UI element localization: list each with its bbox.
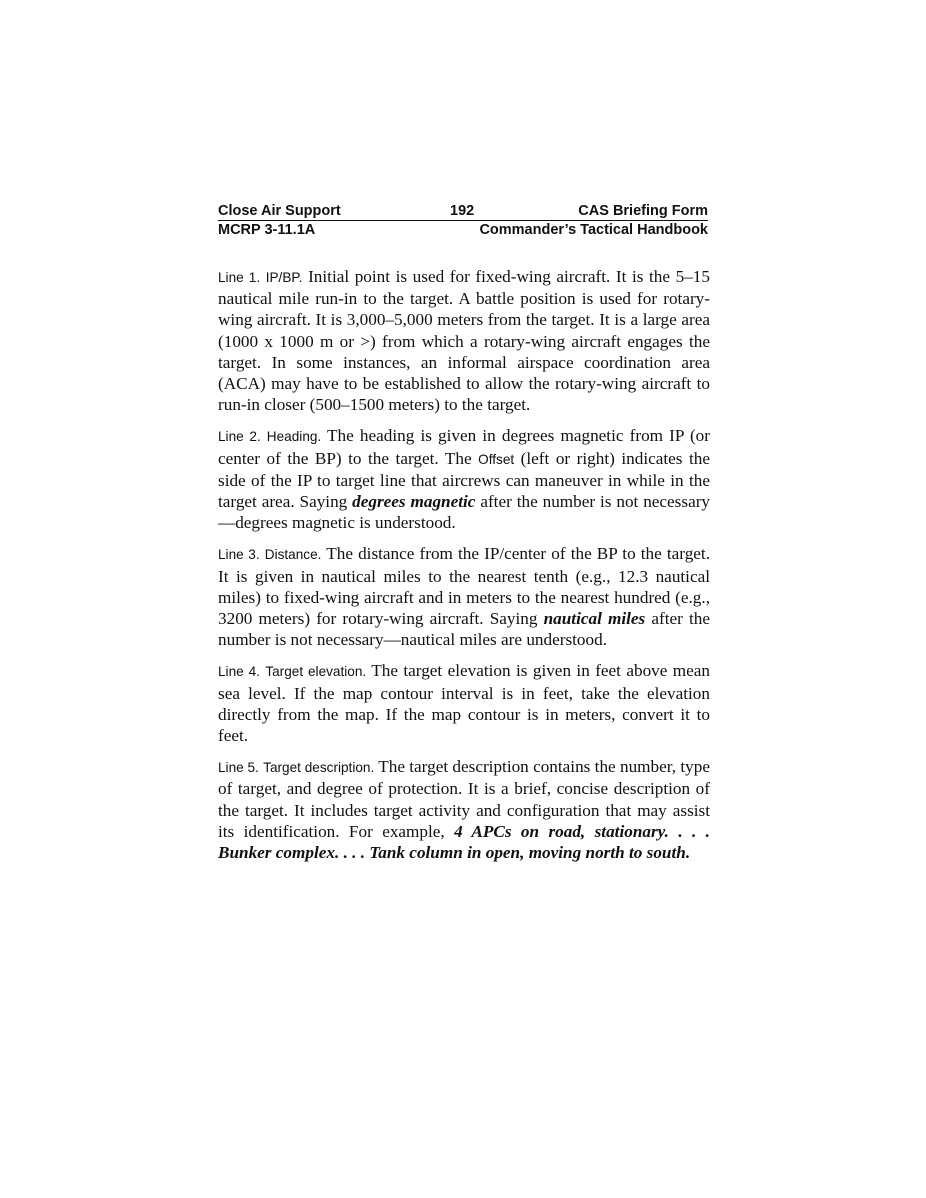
header-publication-id: MCRP 3-11.1A [218,222,316,238]
paragraph-text: The distance from the IP/center of the BP to the target. It is given in nautical miles to the nearest tenth (e.g., 12.3 nautical miles) to fixed-wing aircraft and in meters to the nearest hundred (e.g., 3200 meters) for rotary-wing aircraft. Saying [218,544,710,629]
inline-label: Offset [478,451,515,467]
header-row-bottom [218,221,708,239]
paragraph-line-1 [218,266,710,415]
paragraph-text: The target elevation is given in feet above mean sea level. If the map contour interval is in feet, take the elevation directly from the map. If the map contour is in meters, convert it to feet. [218,661,711,746]
emphasis-text: degrees magnetic [352,492,476,512]
paragraph-line-3 [218,543,710,650]
line-topic: Target elevation. [265,664,367,680]
page-number: 192 [450,203,475,219]
line-topic: Distance. [264,547,322,563]
paragraph-text: The heading is given in degrees magnetic from IP (or center of the BP) to the target. The [218,426,710,468]
header-handbook-title: Commander’s Tactical Handbook [479,222,708,238]
paragraph-text: after the number is not necessary—degrees magnetic is understood. [218,492,711,533]
line-label: Line 3. [218,547,260,563]
line-topic: IP/BP. [265,270,303,285]
header-chapter-title: CAS Briefing Form [578,203,708,219]
paragraph-line-2 [218,425,710,533]
paragraph-text: after the number is not necessary—nautical miles are understood. [218,609,710,650]
line-label: Line 4. [218,664,260,680]
running-header [218,202,708,239]
line-label: Line 1. [218,270,261,285]
paragraph-line-5 [218,756,710,863]
emphasis-text: 4 APCs on road, stationary. . . . Bunker complex. . . . Tank column in open, moving north to south. [218,821,710,863]
line-label: Line 2. [218,429,261,445]
paragraph-line-4 [218,660,710,746]
line-topic: Heading. [266,429,322,445]
emphasis-text: nautical miles [543,609,646,629]
header-row-top [218,202,708,220]
paragraph-text: (left or right) indicates the side of the IP to target line that aircrews can maneuver in while in the target area. Saying [218,448,710,512]
line-label: Line 5. [218,760,259,776]
paragraph-text: The target description contains the number, type of target, and degree of protection. It is a brief, concise description of the target. It includes target activity and configuration that may assist its identification. For example, [218,757,710,841]
line-topic: Target description. [263,760,375,776]
header-section-title: Close Air Support [218,203,341,219]
body-text [218,266,710,873]
paragraph-text: Initial point is used for fixed-wing aircraft. It is the 5–15 nautical mile run-in to the target. A battle position is used for rotary-wing aircraft. It is 3,000–5,000 meters from the target. It is a large area (1000 x 1000 m or >) from which a rotary-wing aircraft engages the target. In some instances, an informal airspace coordination area (ACA) may have to be established to allow the rotary-wing aircraft to run-in closer (500–1500 meters) to the target. [218,267,710,415]
